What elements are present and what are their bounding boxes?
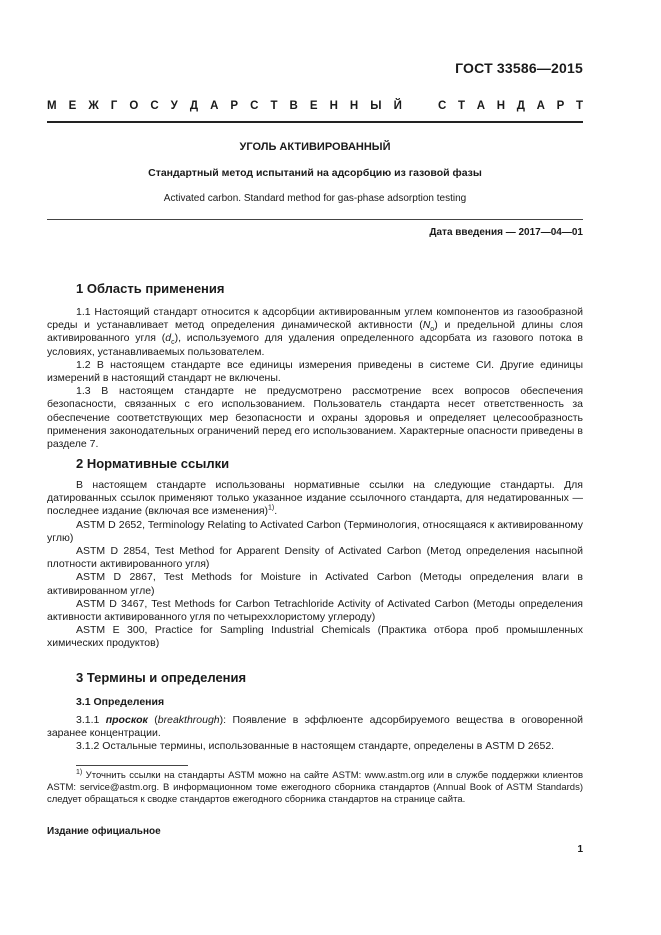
- reference-item: ASTM D 2867, Test Methods for Moisture in Activated Carbon (Методы определения влаги в активированном угле): [47, 571, 583, 597]
- banner-letter: Ы: [370, 100, 382, 112]
- title-rule: [47, 219, 583, 220]
- banner-letter: С: [250, 100, 259, 112]
- banner-letter: У: [170, 100, 178, 112]
- banner-letter: Р: [230, 100, 239, 112]
- banner-letter: Д: [516, 100, 525, 112]
- banner-letter: А: [536, 100, 545, 112]
- standard-word: [438, 100, 583, 112]
- symbol-n: N: [422, 319, 431, 332]
- banner-letter: А: [210, 100, 219, 112]
- text-run: 1.1 Настоящий стандарт относится к адсорбции активированным углем компонентов из газообразной среды и устанавливает метод определения динамической активности (: [47, 306, 583, 332]
- banner-letter: С: [150, 100, 159, 112]
- term-3-1-1: [47, 714, 583, 740]
- document-subtitle: Стандартный метод испытаний на адсорбцию из газовой фазы: [148, 167, 482, 179]
- interstate-standard-banner: [47, 100, 583, 112]
- subscript: c: [171, 339, 175, 347]
- banner-letter: Д: [189, 100, 199, 112]
- term-number: 3.1.1: [76, 714, 106, 726]
- banner-letter: Ж: [88, 100, 99, 112]
- banner-letter: В: [289, 100, 298, 112]
- banner-letter: Н: [349, 100, 359, 112]
- term-name: проскок: [105, 714, 148, 726]
- term-definition: ): Появление в эффлюенте адсорбируемого вещества в оговоренной заранее концентрации.: [47, 714, 583, 740]
- reference-item: ASTM E 300, Practice for Sampling Industrial Chemicals (Практика отбора проб промышленных химических продуктов): [47, 624, 583, 650]
- footnote-marker: 1): [76, 768, 83, 776]
- text-run: ), используемого для удаления определенного адсорбата из газового потока в условиях, устанавливаемых пользователем.: [47, 332, 583, 358]
- reference-item: ASTM D 2652, Terminology Relating to Activated Carbon (Терминология, относящаяся к активированному углю): [47, 518, 583, 544]
- term-3-1-2: 3.1.2 Остальные термины, использованные в настоящем стандарте, определены в ASTM D 2652.: [76, 740, 555, 753]
- text-run: (: [147, 714, 158, 726]
- text-run: Уточнить ссылки на стандарты ASTM можно на сайте ASTM: www.astm.org или в службе поддержки клиентов ASTM: service@astm.org. В информационном томе ежегодного сборника стандартов (Annual Book of ASTM Standards) следует обращаться к сводке стандартов ежегодного сборника стандартов на странице сайта.: [47, 770, 583, 806]
- references-intro: [47, 479, 583, 519]
- banner-letter: М: [47, 100, 57, 112]
- symbol-d: d: [165, 332, 172, 345]
- banner-letter: Г: [110, 100, 118, 112]
- section-2-body: [47, 479, 583, 651]
- interstate-word: [47, 100, 402, 112]
- document-title: УГОЛЬ АКТИВИРОВАННЫЙ: [239, 141, 391, 153]
- banner-letter: Н: [496, 100, 506, 112]
- banner-letter: Т: [575, 100, 583, 112]
- footnote-rule: [76, 765, 188, 766]
- banner-letter: Т: [458, 100, 466, 112]
- banner-letter: Е: [309, 100, 318, 112]
- reference-item: ASTM D 3467, Test Methods for Carbon Tetrachloride Activity of Activated Carbon (Методы определения активности активированного угля по четыреххлористому углероду): [47, 597, 583, 624]
- footnote: [47, 770, 583, 807]
- banner-letter: Т: [270, 100, 278, 112]
- term-english: breakthrough: [157, 714, 220, 726]
- subscript: o: [430, 326, 435, 334]
- section-1-body: [47, 306, 583, 451]
- banner-letter: Й: [393, 100, 402, 112]
- paragraph-1-3: 1.3 В настоящем стандарте не предусмотрено рассмотрение всех вопросов обеспечения безопасности, связанных с его использованием. Пользователь стандарта несет ответственность за обеспечение соответствующих мер безопасности и охраны здоровья и определяет целесообразность применения законодательных ограничений перед его использованием. Характерные опасности приведены в разделе 7.: [47, 385, 583, 451]
- reference-item: ASTM D 2854, Test Method for Apparent Density of Activated Carbon (Метод определения насыпной плотности активированного угля): [47, 545, 583, 571]
- gost-number: ГОСТ 33586—2015: [455, 60, 583, 76]
- official-edition-label: Издание официальное: [47, 826, 161, 837]
- footnote-text: [47, 770, 583, 807]
- paragraph-1-1: [47, 306, 583, 359]
- header-rule: [47, 121, 583, 123]
- section-2-heading: 2 Нормативные ссылки: [76, 456, 230, 471]
- banner-letter: Р: [556, 100, 565, 112]
- page-number: 1: [577, 844, 583, 855]
- banner-letter: О: [129, 100, 139, 112]
- banner-letter: С: [438, 100, 447, 112]
- text-run: ) и предельной длины слоя активированного угля (: [47, 319, 583, 345]
- banner-letter: Е: [68, 100, 77, 112]
- section-3-body: [47, 714, 583, 754]
- text-run: .: [274, 505, 278, 518]
- section-1-heading: 1 Область применения: [76, 281, 225, 296]
- introduction-date: Дата введения — 2017—04—01: [429, 227, 583, 238]
- banner-letter: А: [476, 100, 486, 112]
- text-run: В настоящем стандарте использованы нормативные ссылки на следующие стандарты. Для датированных ссылок применяют только указанное издание ссылочного стандарта, для недатированных — последнее издание (включая все изменения): [47, 479, 583, 518]
- document-english-title: Activated carbon. Standard method for gas-phase adsorption testing: [163, 193, 467, 204]
- banner-letter: Н: [329, 100, 338, 112]
- subsection-3-1-heading: 3.1 Определения: [76, 696, 165, 708]
- paragraph-1-2: 1.2 В настоящем стандарте все единицы измерения приведены в системе СИ. Другие единицы измерений в настоящий стандарт не включены.: [47, 358, 583, 385]
- section-3-heading: 3 Термины и определения: [76, 670, 247, 685]
- footnote-marker: 1): [268, 504, 275, 512]
